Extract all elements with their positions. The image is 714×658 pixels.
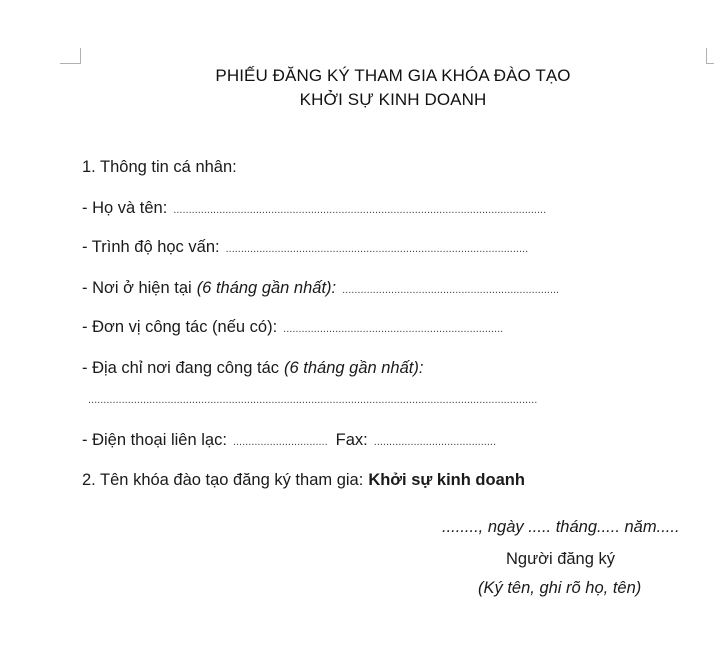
residence-label: - Nơi ở hiện tại xyxy=(82,279,192,297)
signer-title: Người đăng ký xyxy=(506,550,615,568)
name-label: - Họ và tên: xyxy=(82,199,168,217)
work-address-line xyxy=(88,394,537,406)
document-title-line2: KHỞI SỰ KINH DOANH xyxy=(299,90,487,109)
page-corner-mark-left xyxy=(60,48,81,64)
date-text: ........, ngày ..... tháng..... năm..... xyxy=(442,518,680,536)
workplace-field xyxy=(82,318,503,337)
name-dots: .......................................................................................................................... xyxy=(173,204,547,216)
page-corner-mark-right xyxy=(706,48,714,64)
education-label: - Trình độ học vấn: xyxy=(82,238,220,256)
residence-note: (6 tháng gần nhất): xyxy=(196,279,337,297)
education-field xyxy=(82,238,528,257)
education-dots: ................................................................................................... xyxy=(225,243,529,255)
section1-heading: 1. Thông tin cá nhân: xyxy=(82,158,237,176)
name-field xyxy=(82,199,546,218)
workplace-dots: ........................................................................ xyxy=(283,323,504,335)
signer-note-text: (Ký tên, ghi rõ họ, tên) xyxy=(478,579,642,597)
document-title-line1: PHIẾU ĐĂNG KÝ THAM GIA KHÓA ĐÀO TẠO xyxy=(215,66,571,85)
work-address-field xyxy=(82,359,423,378)
work-address-dots: ................................................................................................................................................... xyxy=(88,394,538,406)
course-name: Khởi sự kinh doanh xyxy=(368,471,525,489)
section2-line xyxy=(82,471,525,490)
signer-note xyxy=(478,579,641,598)
section2-label: 2. Tên khóa đào tạo đăng ký tham gia: xyxy=(82,471,364,489)
contact-field xyxy=(82,431,496,450)
phone-dots: ............................... xyxy=(232,436,328,448)
fax-dots: ........................................ xyxy=(373,436,497,448)
workplace-label: - Đơn vị công tác (nếu có): xyxy=(82,318,278,336)
work-address-note: (6 tháng gần nhất): xyxy=(284,359,424,377)
residence-field xyxy=(82,279,559,298)
phone-label: - Điện thoại liên lạc: xyxy=(82,431,227,449)
residence-dots: ....................................................................... xyxy=(342,284,560,296)
work-address-label: - Địa chỉ nơi đang công tác xyxy=(82,359,280,377)
date-line xyxy=(442,518,680,537)
fax-label: Fax: xyxy=(335,431,368,449)
